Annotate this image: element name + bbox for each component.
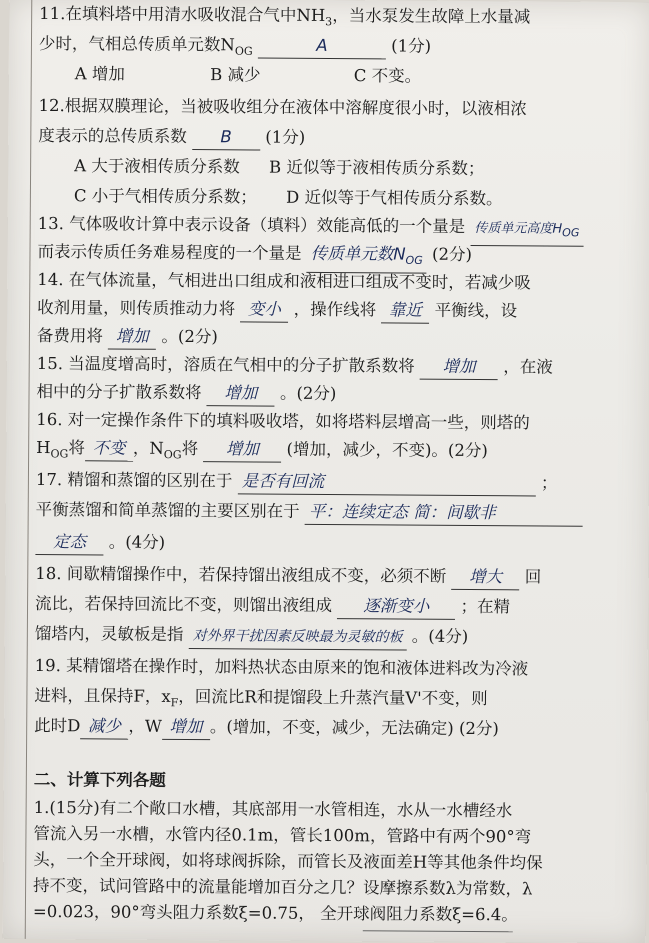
margin-rule (25, 0, 33, 939)
q13-answer1: 传质单元高度$H_{OG}$ (470, 217, 583, 246)
q18-answer1: 增大 (451, 565, 519, 590)
q18-answer3: 对外界干扰因素反映最为灵敏的板 (189, 624, 407, 651)
q19-line1: 19. 某精馏塔在操作时，加料热状态由原来的饱和液体进料改为冷液 (34, 655, 529, 679)
q19-line3: 此时D 减少 ，W 增加 。(增加，不变，减少，无法确定) (2分) (34, 715, 499, 739)
q14-answer3: 增加 (108, 324, 156, 349)
q16-answer2: 增加 (203, 437, 281, 463)
q14-line3: 备费用将 增加 。(2分) (37, 324, 630, 353)
q18-line1: 18. 间歇精馏操作中，若保持馏出液组成不变，必须不断 增大 回 (35, 562, 628, 591)
q11-answer: A (258, 34, 386, 60)
q13-answer2: 传质单元数$N_{OG}$ (307, 242, 427, 274)
q15-line2: 相中的分子扩散系数将 增加 。(2分) (36, 380, 629, 409)
q15-line1: 15. 当温度增高时，溶质在气相中的分子扩散系数将 增加 ，在液 (37, 352, 630, 381)
q15-answer1: 增加 (420, 355, 498, 381)
q16-line1: 16. 对一定操作条件下的填料吸收塔，如将塔料层增高一些，则塔的 (36, 409, 530, 433)
q14-answer2: 靠近 (381, 298, 429, 323)
q13-line1: 13. 气体吸收计算中表示设备（填料）效能高低的一个量是 传质单元高度$H_{OG}$ (38, 212, 631, 247)
q17-line2: 平衡蒸馏和简单蒸馏的主要区别在于 平：连续定态 简：间歇非 (36, 498, 629, 527)
q17-answer2: 平：连续定态 简：间歇非 (305, 500, 583, 527)
q19-answer2: 增加 (162, 715, 210, 740)
q15-answer2: 增加 (207, 381, 275, 406)
q12-line2: 度表示的总传质系数 B (1分) (38, 124, 631, 153)
q17-line1: 17. 精馏和蒸馏的区别在于 是否有回流 ； (36, 468, 629, 497)
q11-line2: 少时，气相总传质单元数$N_{OG}$ A (1分) (38, 33, 432, 58)
q17-answer1: 是否有回流 (238, 469, 536, 496)
q12-answer: B (192, 125, 260, 150)
q16-answer1: 不变 (85, 436, 133, 461)
q17-answer3: 定态 (35, 530, 103, 555)
q13-line2: 而表示传质任务难易程度的一个量是 传质单元数$N_{OG}$ (2分) (37, 240, 630, 275)
q18-line3: 馏塔内，灵敏板是指 对外界干扰因素反映最为灵敏的板 。(4分) (35, 622, 628, 652)
q12-options-row2: C 小于气相传质分系数； D 近似等于气相传质分系数。 (73, 186, 503, 209)
page-footer-edge (363, 930, 513, 942)
section2-p4: 持不变，试问管路中的流量能增加百分之几？设摩擦系数λ为常数，λ (33, 875, 533, 899)
q12-line1: 12.根据双膜理论，当被吸收组分在液体中溶解度很小时，以液相浓 (38, 95, 527, 119)
q14-line1: 14. 在气体流量，气相进出口组成和液相进口组成不变时，若减少吸 (37, 269, 531, 293)
exam-sheet (3, 0, 649, 943)
q19-line2: 进料，且保持F，$x_F$，回流比R和提馏段上升蒸汽量V'不变，则 (34, 685, 488, 710)
q12-options-row1: A 大于液相传质分系数 B 近似等于液相传质分系数； (74, 156, 485, 179)
section2-p1: 1.(15分)有二个敞口水槽，其底部用一水管相连，水从一水槽经水 (33, 797, 513, 821)
q14-line2: 收剂用量，则传质推动力将 变小 ，操作线将 靠近 平衡线，设 (37, 296, 630, 325)
q14-answer1: 变小 (240, 297, 288, 322)
q11-options: A 增加 B 减少 C 不变。 (74, 64, 422, 86)
q16-line2: $H_{OG}$将 不变 ，$N_{OG}$将 增加 (增加，减少，不变)。(2分) (36, 437, 488, 462)
section2-p2: 管流入另一水槽，水管内径0.1m，管长100m，管路中有两个90°弯 (33, 823, 532, 847)
q18-line2: 流比，若保持回流比不变，则馏出液组成 逐渐变小 ；在精 (35, 592, 628, 621)
section2-p5: =0.023，90°弯头阻力系数ξ=0.75， 全开球阀阻力系数ξ=6.4。 (32, 901, 518, 925)
section2-p3: 头，一个全开球阀，如将球阀拆除，而管长及液面差H等其他条件均保 (33, 849, 543, 873)
q11-line1: 11.在填料塔中用清水吸收混合气中$NH_3$，当水泵发生故障上水量减 (39, 3, 531, 29)
q17-line3: 定态 。(4分) (35, 530, 628, 559)
q19-answer1: 减少 (80, 714, 128, 739)
q18-answer2: 逐渐变小 (337, 594, 455, 620)
section2-title: 二、计算下列各题 (33, 769, 166, 790)
